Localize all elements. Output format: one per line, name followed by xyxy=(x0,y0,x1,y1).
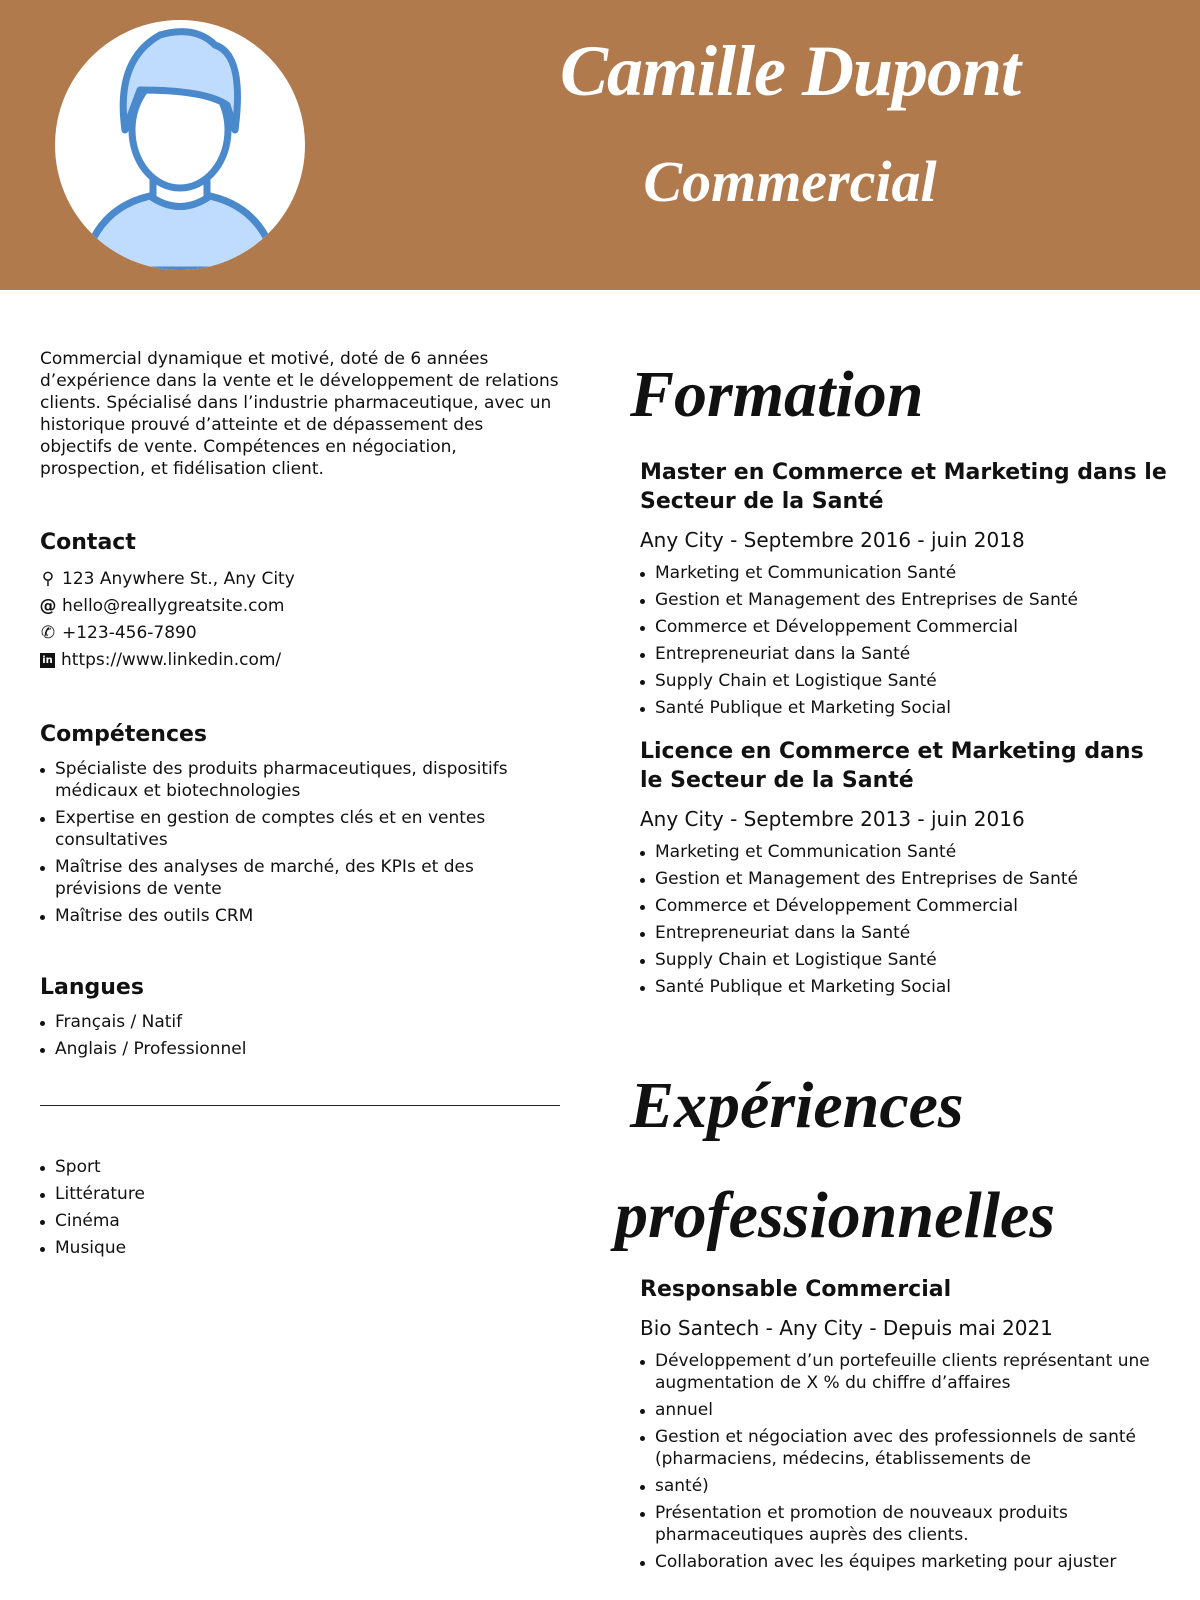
user-avatar-icon xyxy=(55,20,305,270)
languages-list xyxy=(40,1011,560,1060)
degree-meta: Any City - Septembre 2016 - juin 2018 xyxy=(640,528,1025,552)
skills-list xyxy=(40,758,560,927)
experience-heading-line2: professionnelles xyxy=(615,1179,1056,1252)
degree-title: Master en Commerce et Marketing dans le Secteur de la Santé xyxy=(640,460,1167,514)
list-item: Collaboration avec les équipes marketing pour ajuster xyxy=(640,1551,1170,1573)
list-item: Maîtrise des analyses de marché, des KPIs et des prévisions de vente xyxy=(40,856,560,900)
contact-phone[interactable]: ✆ +123-456-7890 xyxy=(40,620,560,647)
list-item: Gestion et Management des Entreprises de Santé xyxy=(640,589,1170,611)
at-icon: @ xyxy=(39,596,57,616)
phone-icon: ✆ xyxy=(40,623,56,643)
list-item: Supply Chain et Logistique Santé xyxy=(640,670,1170,692)
list-item: Sport xyxy=(40,1156,560,1178)
contact-linkedin[interactable]: in https://www.linkedin.com/ xyxy=(40,647,560,674)
education-heading: Formation xyxy=(630,358,924,431)
list-item: Développement d’un portefeuille clients représentant une augmentation de X % du chiffre d’affaires xyxy=(640,1350,1170,1394)
contact-address: ⚲ 123 Anywhere St., Any City xyxy=(40,566,560,593)
degree-courses xyxy=(640,562,1170,719)
contact-email[interactable]: @ hello@reallygreatsite.com xyxy=(40,593,560,620)
avatar xyxy=(55,20,305,270)
list-item: Supply Chain et Logistique Santé xyxy=(640,949,1170,971)
left-column xyxy=(40,348,560,1264)
contact-list xyxy=(40,566,560,674)
list-item: Musique xyxy=(40,1237,560,1259)
hobbies-list xyxy=(40,1156,560,1259)
list-item: Expertise en gestion de comptes clés et en ventes consultatives xyxy=(40,807,560,851)
candidate-name: Camille Dupont xyxy=(559,31,1021,111)
contact-heading: Contact xyxy=(40,530,136,555)
languages-heading: Langues xyxy=(40,975,144,1000)
job-tasks xyxy=(640,1350,1170,1573)
list-item: Entrepreneuriat dans la Santé xyxy=(640,643,1170,665)
list-item: Marketing et Communication Santé xyxy=(640,841,1170,863)
candidate-role: Commercial xyxy=(643,149,937,214)
list-item: Littérature xyxy=(40,1183,560,1205)
list-item: Commerce et Développement Commercial xyxy=(640,616,1170,638)
header-banner xyxy=(0,0,1200,290)
list-item: Santé Publique et Marketing Social xyxy=(640,697,1170,719)
skills-heading: Compétences xyxy=(40,722,208,747)
list-item: Gestion et négociation avec des professionnels de santé (pharmaciens, médecins, établissements de xyxy=(640,1426,1170,1470)
job-meta: Bio Santech - Any City - Depuis mai 2021 xyxy=(640,1316,1053,1340)
list-item: santé) xyxy=(640,1475,1170,1497)
list-item: Spécialiste des produits pharmaceutiques, dispositifs médicaux et biotechnologies xyxy=(40,758,560,802)
list-item: Anglais / Professionnel xyxy=(40,1038,560,1060)
linkedin-icon: in xyxy=(40,653,55,668)
list-item: Présentation et promotion de nouveaux produits pharmaceutiques auprès des clients. xyxy=(640,1502,1170,1546)
list-item: Cinéma xyxy=(40,1210,560,1232)
list-item: Marketing et Communication Santé xyxy=(640,562,1170,584)
job-title: Responsable Commercial xyxy=(640,1277,952,1302)
experience-heading-line1: Expériences xyxy=(630,1069,964,1142)
summary: Commercial dynamique et motivé, doté de 6 années d’expérience dans la vente et le développement de relations clients. Spécialisé dans l’industrie pharmaceutique, avec un historique prouvé d’atteinte et de dépassement des objectifs de vente. Compétences en négociation, prospection, et fidélisation client. xyxy=(40,349,559,479)
degree-courses xyxy=(640,841,1170,998)
map-pin-icon: ⚲ xyxy=(41,569,55,589)
list-item: annuel xyxy=(640,1399,1170,1421)
degree-meta: Any City - Septembre 2013 - juin 2016 xyxy=(640,807,1025,831)
list-item: Français / Natif xyxy=(40,1011,560,1033)
right-column xyxy=(615,350,1170,1578)
degree-title: Licence en Commerce et Marketing dans le Secteur de la Santé xyxy=(640,739,1144,793)
list-item: Santé Publique et Marketing Social xyxy=(640,976,1170,998)
list-item: Maîtrise des outils CRM xyxy=(40,905,560,927)
list-item: Entrepreneuriat dans la Santé xyxy=(640,922,1170,944)
list-item: Gestion et Management des Entreprises de Santé xyxy=(640,868,1170,890)
list-item: Commerce et Développement Commercial xyxy=(640,895,1170,917)
